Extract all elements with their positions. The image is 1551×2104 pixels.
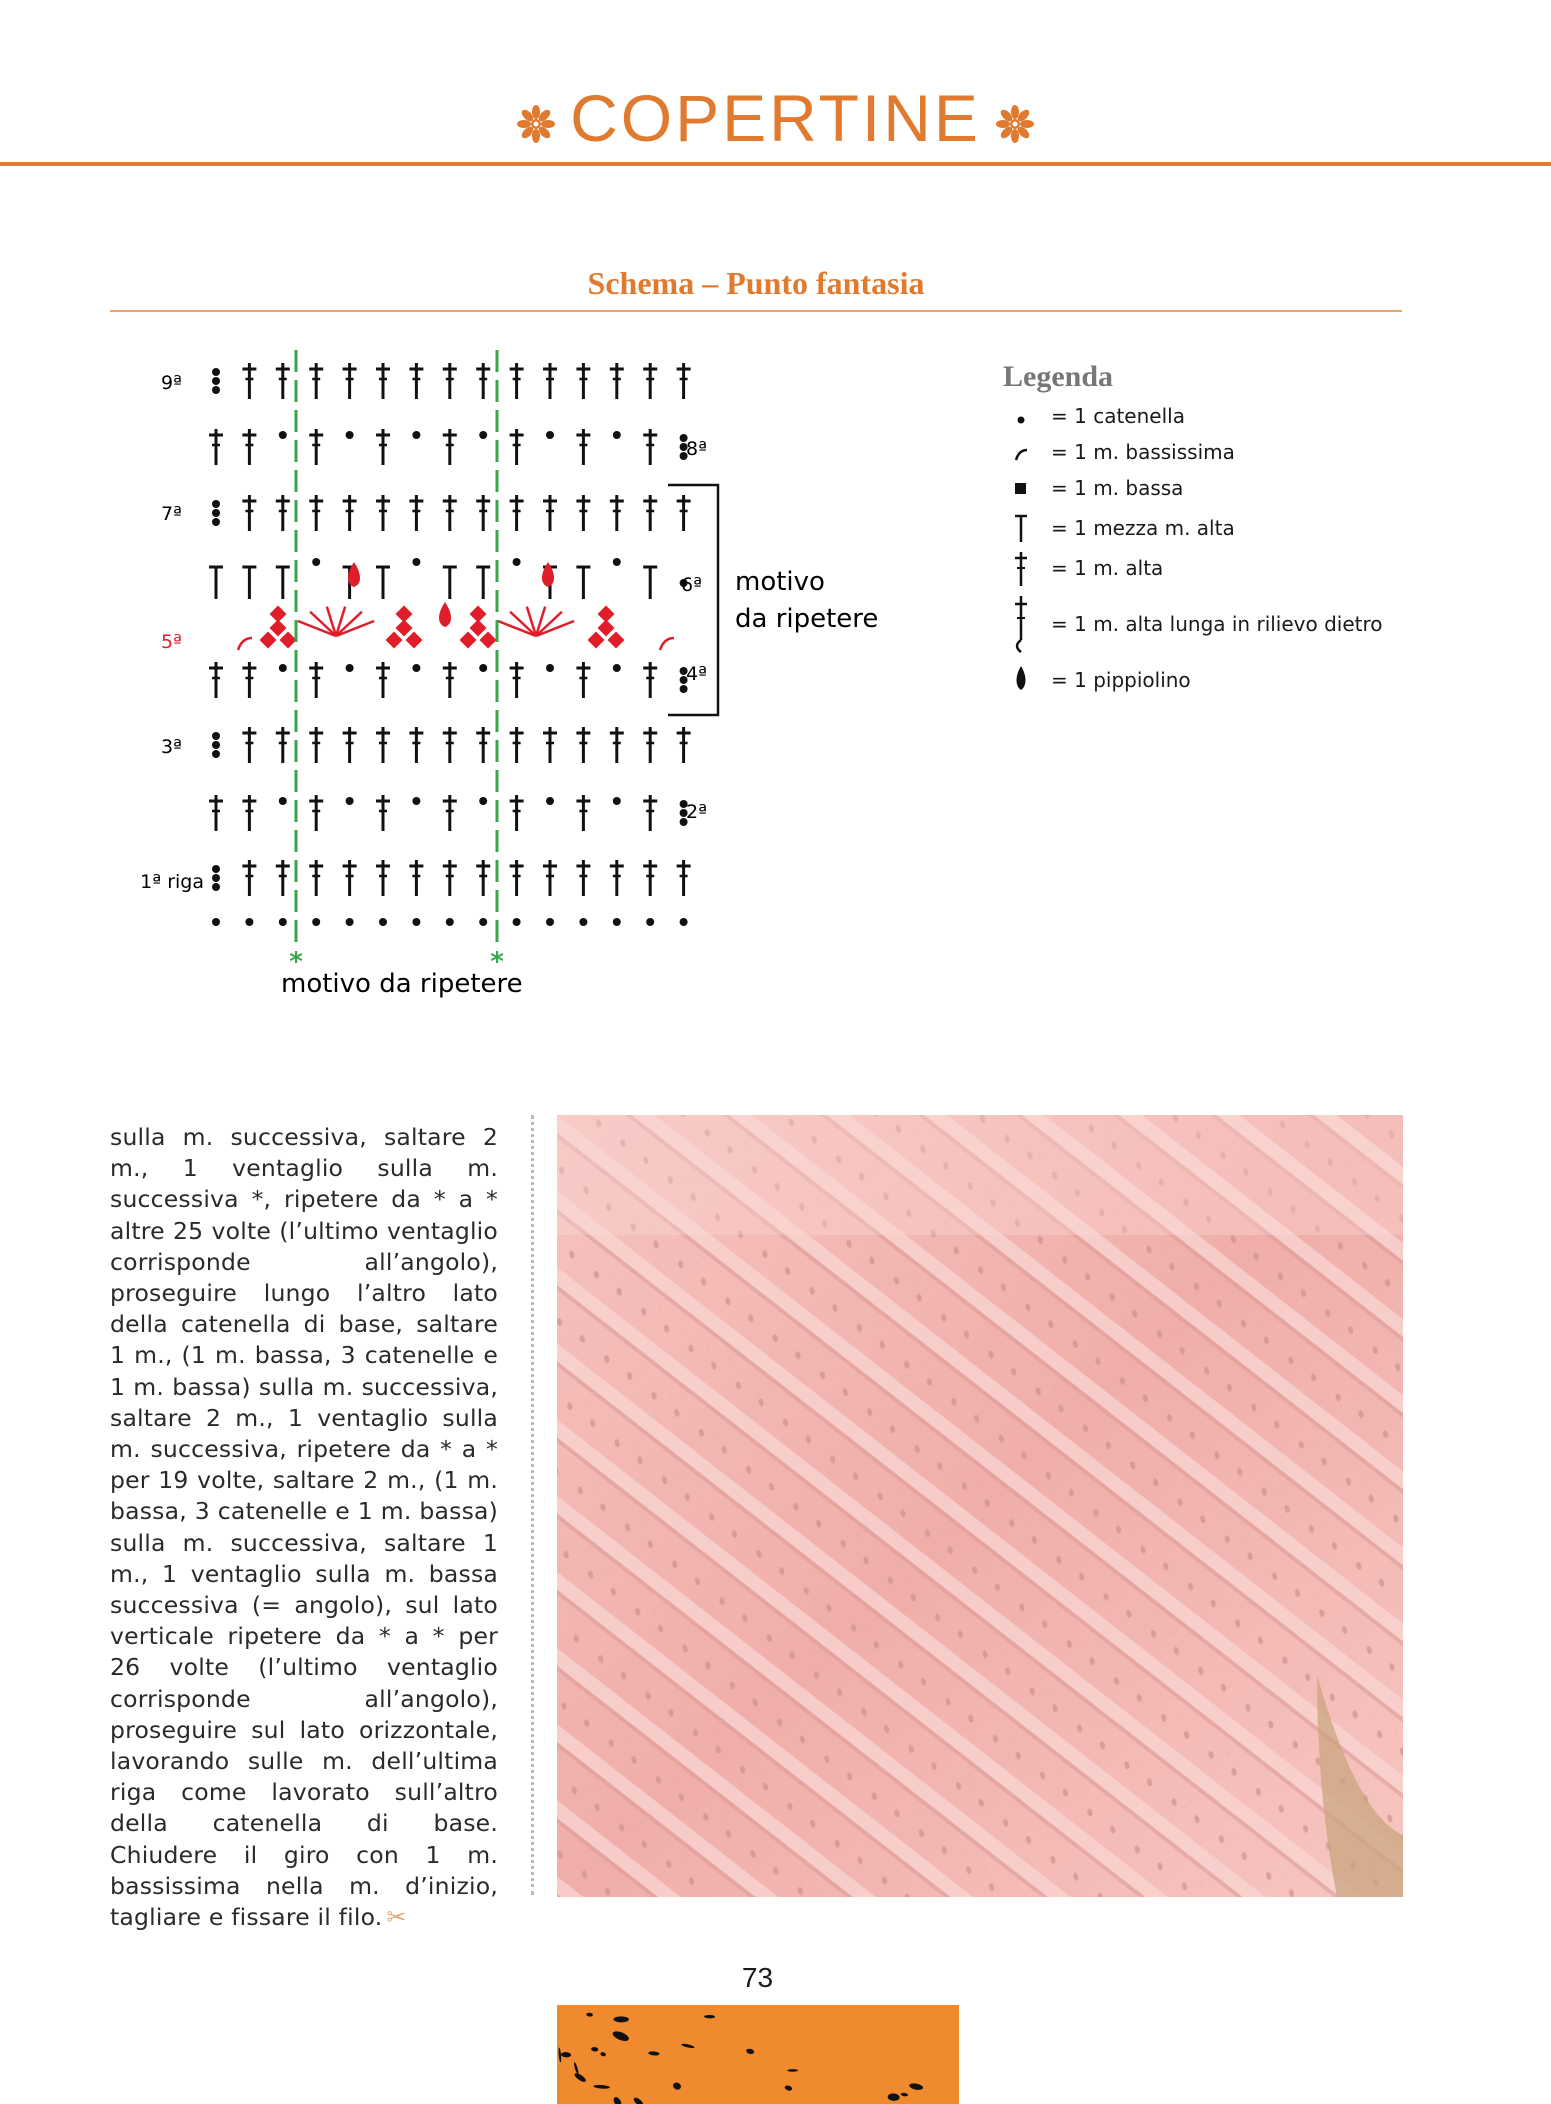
motif-bottom-label: motivo da ripetere: [281, 969, 523, 999]
chart-stitch: [476, 363, 490, 399]
chart-stitch: [576, 567, 590, 599]
chart-stitch: [443, 662, 457, 698]
chart-stitch: [276, 727, 290, 763]
chart-stitch: [343, 727, 357, 763]
chart-stitch: [643, 495, 657, 531]
chart-stitch: [510, 860, 524, 896]
page-number: 73: [741, 1962, 774, 1993]
chart-stitch: [613, 918, 621, 926]
blanket-photo-image: [557, 1115, 1403, 1897]
chart-stitch: [643, 363, 657, 399]
chart-stitch: [242, 860, 256, 896]
chart-stitch: [212, 865, 220, 873]
chart-stitch: [510, 662, 524, 698]
double-crochet-icon: [1003, 548, 1043, 590]
row-label-4: 4ª: [686, 663, 708, 685]
footer-texture: [557, 2005, 959, 2104]
chart-stitch: [479, 431, 487, 439]
chart-stitch: [643, 727, 657, 763]
chart-stitch: [376, 662, 390, 698]
chart-stitch: [346, 431, 354, 439]
chart-slip-stitch: [660, 638, 674, 650]
back-post-double-crochet-icon: [1003, 590, 1043, 658]
chart-stitch: [376, 363, 390, 399]
chart-stitch: [276, 363, 290, 399]
row-label-8: 8ª: [686, 438, 708, 460]
motif-start-asterisk: *: [289, 947, 303, 977]
crochet-chart: [0, 330, 900, 1010]
flower-ornament-icon: [995, 104, 1035, 144]
chart-stitch: [346, 797, 354, 805]
chart-stitch: [576, 795, 590, 831]
chart-red-stitch: [386, 632, 403, 649]
chart-stitch: [476, 860, 490, 896]
chart-stitch: [376, 860, 390, 896]
chart-stitch: [576, 727, 590, 763]
chart-stitch: [643, 662, 657, 698]
chart-stitch: [513, 918, 521, 926]
legend-label: = 1 m. alta: [1051, 556, 1164, 580]
chart-stitch: [443, 429, 457, 465]
legend-item: [1003, 398, 1423, 434]
chart-stitch: [212, 741, 220, 749]
chart-stitch: [610, 860, 624, 896]
instructions-text: [110, 1122, 498, 1933]
column-separator: [531, 1115, 534, 1895]
chart-stitch: [309, 860, 323, 896]
legend-item: [1003, 548, 1423, 590]
chart-stitch: [212, 368, 220, 376]
chart-stitch: [479, 918, 487, 926]
chart-stitch: [212, 500, 220, 508]
chart-stitch: [510, 495, 524, 531]
chart-stitch: [409, 495, 423, 531]
chart-stitch: [412, 664, 420, 672]
scissors-icon: ✂: [386, 1903, 407, 1932]
chart-stitch: [543, 727, 557, 763]
chart-stitch: [376, 567, 390, 599]
chart-red-stitch: [396, 606, 413, 623]
chart-stitch: [309, 727, 323, 763]
chart-stitch: [510, 429, 524, 465]
legend-item: [1003, 658, 1423, 700]
chart-red-stitch: [598, 606, 615, 623]
chart-stitch: [443, 567, 457, 599]
chart-stitch: [576, 429, 590, 465]
chart-stitch: [242, 567, 256, 599]
chart-stitch: [409, 860, 423, 896]
chart-stitch: [610, 727, 624, 763]
chart-stitch: [242, 727, 256, 763]
chart-slip-stitch: [238, 638, 252, 650]
chart-stitch: [677, 860, 691, 896]
chart-stitch: [510, 795, 524, 831]
chart-red-stitch: [280, 632, 297, 649]
chart-stitch: [376, 429, 390, 465]
chapter-title-text: COPERTINE: [570, 81, 981, 155]
chart-stitch: [276, 567, 290, 599]
row-label-7: 7ª: [160, 503, 182, 525]
row-label-1: 1ª riga: [140, 871, 204, 893]
half-double-crochet-icon: [1003, 506, 1043, 548]
chart-stitch: [613, 664, 621, 672]
chart-stitch: [209, 662, 223, 698]
legend-label: = 1 pippiolino: [1051, 668, 1191, 692]
chart-stitch: [546, 797, 554, 805]
row-label-5: 5ª: [160, 631, 182, 653]
chart-red-stitch: [460, 632, 477, 649]
legend-item: [1003, 470, 1423, 506]
chart-stitch: [412, 797, 420, 805]
chart-stitch: [379, 918, 387, 926]
chart-stitch: [242, 429, 256, 465]
chart-stitch: [479, 797, 487, 805]
chart-stitch: [343, 860, 357, 896]
chart-picot: [439, 602, 451, 627]
chart-stitch: [309, 363, 323, 399]
chart-stitch: [212, 883, 220, 891]
chart-red-stitch: [260, 632, 277, 649]
chart-red-stitch: [470, 606, 487, 623]
texture-blob: [787, 2069, 798, 2072]
chart-stitch: [279, 918, 287, 926]
slip-stitch-icon: [1003, 434, 1043, 470]
motif-side-label-2: da ripetere: [735, 604, 879, 634]
chart-stitch: [346, 918, 354, 926]
legend-label: = 1 catenella: [1051, 404, 1185, 428]
chart-stitch: [579, 918, 587, 926]
chart-stitch: [513, 558, 521, 566]
chart-stitch: [346, 664, 354, 672]
chart-stitch: [312, 558, 320, 566]
legend-label: = 1 m. bassissima: [1051, 440, 1235, 464]
chart-stitch: [212, 518, 220, 526]
chart-stitch: [309, 429, 323, 465]
chart-stitch: [279, 664, 287, 672]
chart-stitch: [643, 429, 657, 465]
chart-stitch: [680, 918, 688, 926]
chart-stitch: [309, 495, 323, 531]
chart-stitch: [409, 727, 423, 763]
chart-stitch: [476, 495, 490, 531]
chart-stitch: [576, 662, 590, 698]
scheme-divider: [110, 310, 1402, 312]
chart-stitch: [680, 685, 688, 693]
chart-stitch: [643, 795, 657, 831]
chart-stitch: [479, 664, 487, 672]
chart-stitch: [276, 495, 290, 531]
chart-stitch: [476, 567, 490, 599]
chart-stitch: [242, 662, 256, 698]
chart-stitch: [212, 509, 220, 517]
chart-stitch: [613, 558, 621, 566]
motif-end-asterisk: *: [490, 947, 504, 977]
chart-stitch: [546, 918, 554, 926]
chart-red-stitch: [588, 632, 605, 649]
legend-item: [1003, 506, 1423, 548]
chart-stitch: [412, 918, 420, 926]
row-label-9: 9ª: [160, 372, 182, 394]
flower-ornament-icon: [516, 104, 556, 144]
chapter-title: [0, 78, 1551, 158]
chart-stitch: [543, 363, 557, 399]
chart-stitch: [212, 918, 220, 926]
chart-stitch: [476, 727, 490, 763]
chart-red-stitch: [270, 606, 287, 623]
single-crochet-icon: [1003, 470, 1043, 506]
motif-side-label: motivo: [735, 567, 825, 597]
chart-stitch: [212, 732, 220, 740]
chart-stitch: [576, 495, 590, 531]
chart-stitch: [209, 795, 223, 831]
row-label-2: 2ª: [686, 801, 708, 823]
chart-stitch: [443, 860, 457, 896]
chart-fan-stitch: [336, 621, 374, 636]
chart-stitch: [212, 377, 220, 385]
chart-stitch: [242, 795, 256, 831]
chart-stitch: [212, 750, 220, 758]
chart-stitch: [546, 664, 554, 672]
picot-icon: [1003, 658, 1043, 700]
chart-fan-stitch: [536, 621, 574, 636]
chart-stitch: [510, 727, 524, 763]
chart-stitch: [677, 363, 691, 399]
chart-stitch: [312, 918, 320, 926]
chart-stitch: [613, 431, 621, 439]
chart-stitch: [446, 918, 454, 926]
chart-stitch: [376, 795, 390, 831]
chart-stitch: [376, 727, 390, 763]
legend-item: [1003, 434, 1423, 470]
chart-stitch: [279, 797, 287, 805]
chart-stitch: [242, 495, 256, 531]
chart-stitch: [245, 918, 253, 926]
legend-label: = 1 m. bassa: [1051, 476, 1184, 500]
header-divider: [0, 162, 1551, 166]
chart-stitch: [309, 795, 323, 831]
chart-stitch: [543, 860, 557, 896]
chart-stitch: [212, 874, 220, 882]
chart-stitch: [510, 363, 524, 399]
chart-stitch: [209, 567, 223, 599]
chart-stitch: [443, 363, 457, 399]
chart-fan-stitch: [498, 621, 536, 636]
legend-title: Legenda: [1003, 360, 1114, 393]
chart-red-stitch: [480, 632, 497, 649]
chart-stitch: [276, 860, 290, 896]
chart-stitch-grid: [209, 363, 691, 926]
chart-stitch: [443, 495, 457, 531]
chart-fan-stitch: [298, 621, 336, 636]
chart-stitch: [677, 727, 691, 763]
chart-stitch: [309, 662, 323, 698]
chart-stitch: [443, 795, 457, 831]
row-label-6: 6ª: [681, 574, 703, 596]
legend-item: [1003, 590, 1423, 658]
crochet-texture-image: [557, 2005, 959, 2104]
chart-stitch: [412, 431, 420, 439]
chart-stitch: [646, 918, 654, 926]
chart-stitch: [443, 727, 457, 763]
chart-red-stitch: [608, 632, 625, 649]
chart-stitch: [212, 386, 220, 394]
chart-stitch: [343, 495, 357, 531]
chart-stitch: [279, 431, 287, 439]
blanket-photo: [557, 1115, 1403, 1897]
chart-stitch: [576, 363, 590, 399]
chart-stitch: [409, 363, 423, 399]
chart-stitch: [610, 363, 624, 399]
chart-stitch: [412, 558, 420, 566]
chart-stitch: [343, 363, 357, 399]
chart-stitch: [643, 860, 657, 896]
chart-stitch: [376, 495, 390, 531]
legend: [1003, 360, 1423, 700]
chart-stitch: [242, 363, 256, 399]
chain-dot-icon: [1003, 398, 1043, 434]
chart-stitch: [643, 567, 657, 599]
chart-stitch: [576, 860, 590, 896]
chart-stitch: [209, 429, 223, 465]
legend-label: = 1 m. alta lunga in rilievo dietro: [1051, 612, 1383, 636]
scheme-title: Schema – Punto fantasia: [587, 265, 925, 301]
chart-stitch: [677, 495, 691, 531]
chart-stitch: [610, 495, 624, 531]
instructions-paragraph: sulla m. successiva, saltare 2 m., 1 ventaglio sulla m. successiva *, ripetere da * a * altre 25 volte (l’ultimo ventaglio corrisponde all’angolo), proseguire lungo l’altro lato della catenella di base, saltare 1 m., (1 m. bassa, 3 catenelle e 1 m. bassa) sulla m. successiva, saltare 2 m., 1 ventaglio sulla m. successiva, ripetere da * a * per 19 volte, saltare 2 m., (1 m. bassa, 3 catenelle e 1 m. bassa) sulla m. successiva, saltare 1 m., 1 ventaglio sulla m. bassa successiva (= angolo), sul lato verticale ripetere da * a * per 26 volte (l’ultimo ventaglio corrisponde all’angolo), proseguire sul lato orizzontale, lavorando sulle m. dell’ultima riga come lavorato sull’altro della catenella di base. Chiudere il giro con 1 m. bassissima nella m. d’inizio, tagliare e fissare il filo.: [110, 1123, 498, 1932]
legend-label: = 1 mezza m. alta: [1051, 516, 1235, 540]
chart-red-stitch: [406, 632, 423, 649]
chart-stitch: [613, 797, 621, 805]
chart-stitch: [543, 495, 557, 531]
chart-stitch: [546, 431, 554, 439]
row-label-3: 3ª: [160, 736, 182, 758]
